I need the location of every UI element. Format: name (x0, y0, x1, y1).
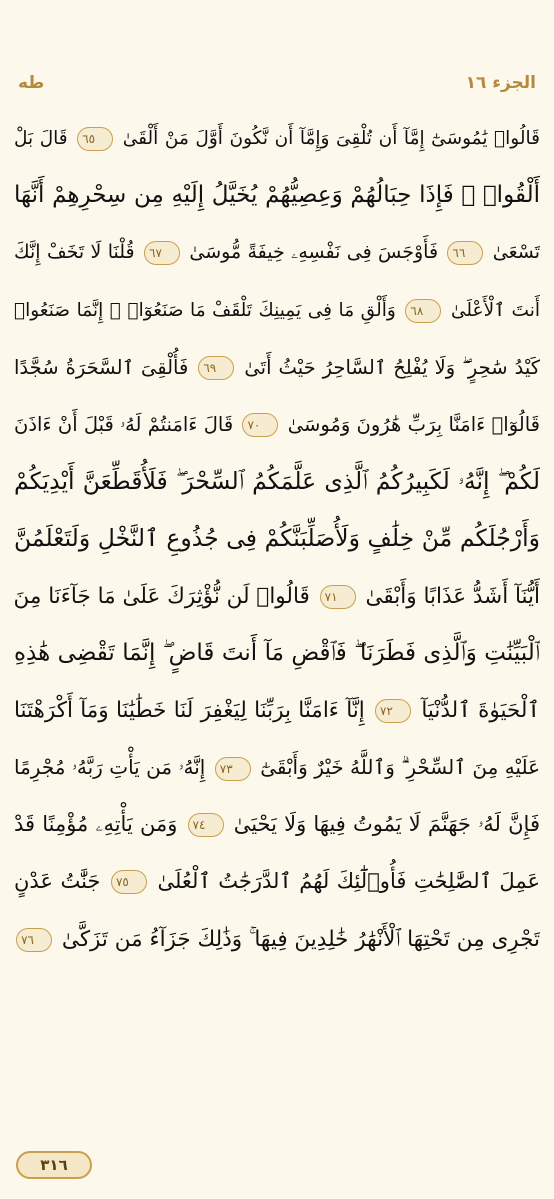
mushaf-page[interactable] (14, 110, 540, 1140)
ayah-number-marker[interactable]: ٧٠ (242, 413, 278, 437)
quran-line[interactable] (14, 853, 540, 910)
verse-text: فَأُلْقِىَ ٱلسَّحَرَةُ سُجَّدًا (14, 355, 189, 379)
quran-line[interactable] (14, 510, 540, 567)
verse-text: قَالَ ءَامَنتُمْ لَهُۥ قَبْلَ أَنْ ءَاذَنَ (14, 412, 234, 436)
ayah-number-marker[interactable]: ٦٧ (144, 241, 180, 265)
verse-text: وَأَلْقِ مَا فِى يَمِينِكَ تَلْقَفْ مَا صَنَعُوٓا۟ ۖ إِنَّمَا صَنَعُوا۟ (14, 299, 396, 321)
verse-text: أَلْقُوا۟ ۖ فَإِذَا حِبَالُهُمْ وَعِصِيُّهُمْ يُخَيَّلُ إِلَيْهِ مِن سِحْرِهِمْ أَنَّهَا (14, 182, 540, 209)
verse-text: قُلْنَا لَا تَخَفْ إِنَّكَ (14, 241, 135, 264)
verse-text: عَلَيْهِ مِنَ ٱلسِّحْرِ ۗ وَٱللَّهُ خَيْرٌ وَأَبْقَىٰٓ (260, 755, 540, 780)
verse-text: فَإِنَّ لَهُۥ جَهَنَّمَ لَا يَمُوتُ فِيهَا وَلَا يَحْيَىٰ (233, 812, 540, 837)
quran-line[interactable] (14, 396, 540, 453)
verse-text: كَيْدُ سَٰحِرٍ ۖ وَلَا يُفْلِحُ ٱلسَّاحِرُ حَيْثُ أَتَىٰ (244, 355, 540, 379)
verse-text: ٱلْحَيَوٰةَ ٱلدُّنْيَآ (421, 697, 540, 723)
verse-text: ٱلْبَيِّنَٰتِ وَٱلَّذِى فَطَرَنَا ۖ فَٱقْضِ مَآ أَنتَ قَاضٍ ۖ إِنَّمَا تَقْضِى هَٰذِهِ (14, 639, 540, 666)
quran-line[interactable] (14, 739, 540, 796)
ayah-number-marker[interactable]: ٦٨ (405, 299, 441, 323)
verse-text: تَسْعَىٰ (492, 241, 540, 264)
page-footer (16, 1150, 92, 1180)
verse-text: قَالُوا۟ يَٰمُوسَىٰٓ إِمَّآ أَن تُلْقِىَ وَإِمَّآ أَن نَّكُونَ أَوَّلَ مَنْ أَلْقَىٰ (122, 128, 540, 149)
verse-text: تَجْرِى مِن تَحْتِهَا ٱلْأَنْهَٰرُ خَٰلِدِينَ فِيهَا ۚ وَذَٰلِكَ جَزَآءُ مَن تَزَكَّىٰ (61, 926, 540, 952)
page-header (18, 68, 536, 98)
ayah-number-marker[interactable]: ٧٤ (188, 813, 224, 837)
ayah-number-marker[interactable]: ٧٥ (111, 870, 147, 894)
juz-label: الجزء ١٦ (465, 73, 536, 93)
quran-line[interactable] (14, 625, 540, 682)
quran-line[interactable] (14, 911, 540, 968)
verse-text: وَأَرْجُلَكُم مِّنْ خِلَٰفٍ وَلَأُصَلِّبَنَّكُمْ فِى جُذُوعِ ٱلنَّخْلِ وَلَتَعْلَمُنَّ (14, 524, 540, 553)
ayah-number-marker[interactable]: ٦٦ (447, 241, 483, 265)
ayah-number-marker[interactable]: ٧٦ (16, 928, 52, 952)
quran-line[interactable] (14, 167, 540, 224)
page-number-badge: ٣١٦ (16, 1151, 92, 1179)
quran-line[interactable] (14, 796, 540, 853)
ayah-number-marker[interactable]: ٧٢ (375, 699, 411, 723)
ayah-number-marker[interactable]: ٧١ (320, 585, 356, 609)
ayah-number-marker[interactable]: ٦٩ (198, 356, 234, 380)
verse-text: لَكُمْ ۖ إِنَّهُۥ لَكَبِيرُكُمُ ٱلَّذِى عَلَّمَكُمُ ٱلسِّحْرَ ۖ فَلَأُقَطِّعَنَّ أَيْدِيَكُمْ (14, 467, 540, 496)
verse-text: قَالَ بَلْ (14, 128, 68, 149)
verse-text: جَنَّٰتُ عَدْنٍ (14, 869, 101, 894)
quran-line[interactable] (14, 682, 540, 739)
quran-line[interactable] (14, 224, 540, 281)
ayah-number-marker[interactable]: ٧٣ (215, 757, 251, 781)
verse-text: أَيُّنَآ أَشَدُّ عَذَابًا وَأَبْقَىٰ (365, 583, 540, 609)
ayah-number-marker[interactable]: ٦٥ (77, 127, 113, 151)
quran-line[interactable] (14, 453, 540, 510)
verse-text: عَمِلَ ٱلصَّٰلِحَٰتِ فَأُو۟لَٰٓئِكَ لَهُمُ ٱلدَّرَجَٰتُ ٱلْعُلَىٰ (157, 869, 540, 894)
verse-text: إِنَّهُۥ مَن يَأْتِ رَبَّهُۥ مُجْرِمًا (14, 755, 206, 780)
verse-text: إِنَّآ ءَامَنَّا بِرَبِّنَا لِيَغْفِرَ لَنَا خَطَٰيَٰنَا وَمَآ أَكْرَهْتَنَا (14, 697, 365, 723)
status-bar (0, 0, 554, 58)
verse-text: قَالُوٓا۟ ءَامَنَّا بِرَبِّ هَٰرُونَ وَمُوسَىٰ (287, 412, 540, 436)
quran-line[interactable] (14, 568, 540, 625)
quran-line[interactable] (14, 110, 540, 167)
verse-text: قَالُوا۟ لَن نُّؤْثِرَكَ عَلَىٰ مَا جَآءَنَا مِنَ (14, 583, 310, 609)
surah-name: طه (18, 73, 45, 93)
verse-text: فَأَوْجَسَ فِى نَفْسِهِۦ خِيفَةً مُّوسَىٰ (189, 241, 439, 264)
quran-line[interactable] (14, 339, 540, 396)
quran-line[interactable] (14, 282, 540, 339)
verse-text: أَنتَ ٱلْأَعْلَىٰ (450, 299, 540, 321)
verse-text: وَمَن يَأْتِهِۦ مُؤْمِنًا قَدْ (14, 812, 178, 837)
